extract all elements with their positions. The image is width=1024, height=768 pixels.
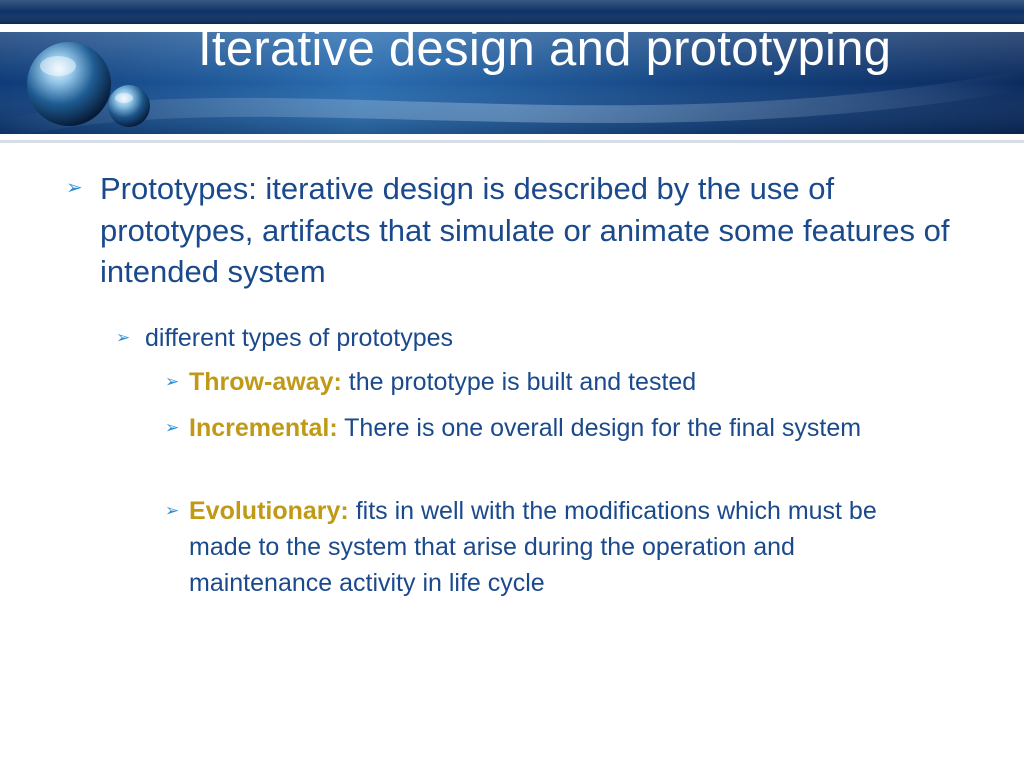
bullet-text-wrapper [189,493,924,601]
bullet-term: Evolutionary: [189,497,349,525]
bullet-description: fits in well with the modifications which must be made to the system that arise during the operation and maintenance activity in life cycle [189,497,877,597]
arrowhead-bullet-icon: ➢ [165,418,180,437]
bullet-text: different types of prototypes [145,324,454,352]
bullet-description: the prototype is built and tested [341,368,697,396]
bullet-text-wrapper [189,364,924,400]
arrowhead-bullet-icon: ➢ [66,177,83,199]
arrowhead-bullet-icon: ➢ [116,328,131,347]
bullet-text-wrapper [189,410,924,446]
arrowhead-bullet-icon: ➢ [165,372,180,391]
bullet-description: There is one overall design for the final system [337,414,862,442]
bullet-term: Throw-away: [189,368,342,396]
bullet-text: Prototypes: iterative design is described by the use of prototypes, artifacts that simulate or animate some features of intended system [100,171,950,289]
bullet-term: Incremental: [189,414,338,442]
arrowhead-bullet-icon: ➢ [165,501,180,520]
slide-title: Iterative design and prototyping [198,22,892,76]
